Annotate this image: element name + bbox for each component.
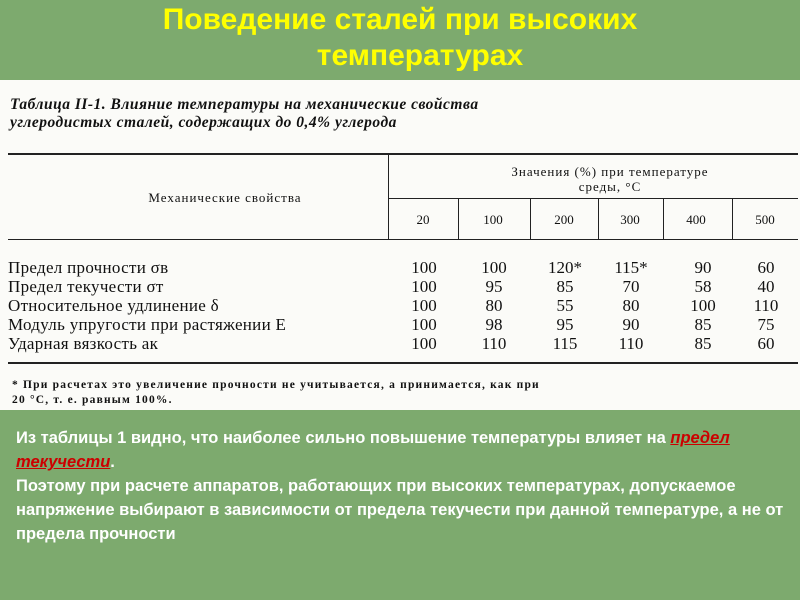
table-cell: 40 <box>757 277 775 296</box>
header-vertical-rule <box>388 155 389 239</box>
table-cell: 100 <box>481 258 507 277</box>
scanned-table-image <box>0 80 800 410</box>
temp-divider-1 <box>458 199 459 239</box>
header-bottom-rule <box>8 239 798 240</box>
header-values-line2: среды, °С <box>578 179 642 194</box>
table-bottom-rule <box>8 362 798 364</box>
row-label-impact-toughness: Ударная вязкость aк <box>8 334 159 353</box>
table-cell: 90 <box>694 258 712 277</box>
table-cell: 110 <box>753 296 779 315</box>
explanation-paragraph-2: Поэтому при расчете аппаратов, работающих при высоких температурах, допускаемое напряжение выбирают в зависимости от предела текучести при данной температуре, а не от предела прочности <box>16 477 784 543</box>
table-cell: 85 <box>694 334 712 353</box>
temp-header-400: 400 <box>686 212 706 227</box>
row-label-elongation: Относительное удлинение δ <box>8 296 219 315</box>
table-cell: 90 <box>622 315 640 334</box>
explanation-paragraph-1 <box>16 426 786 474</box>
table-cell: 115 <box>552 334 578 353</box>
yield-strength-link[interactable]: предел текучести <box>16 429 730 471</box>
table-cell: 95 <box>485 277 503 296</box>
table-cell: 98 <box>485 315 503 334</box>
temp-header-500: 500 <box>755 212 775 227</box>
table-top-rule <box>8 153 798 155</box>
table-footnote-line1: * При расчетах это увеличение прочности не учитывается, а принимается, как при <box>12 379 540 391</box>
table-cell: 80 <box>622 296 640 315</box>
table-caption-line1: Таблица II-1. Влияние температуры на механические свойства <box>10 96 479 113</box>
slide-title-line2: температурах <box>316 39 524 72</box>
table-cell: 95 <box>556 315 574 334</box>
row-label-yield-strength: Предел текучести σт <box>8 277 164 296</box>
temp-header-300: 300 <box>620 212 640 227</box>
values-header-rule <box>389 198 798 199</box>
slide-title-line1: Поведение сталей при высоких <box>162 3 638 36</box>
explanation-text-part2: . <box>110 453 115 471</box>
table-cell: 58 <box>694 277 712 296</box>
explanation-text-part1: Из таблицы 1 видно, что наиболее сильно повышение температуры влияет на <box>16 429 671 447</box>
temp-divider-4 <box>663 199 664 239</box>
table-cell: 60 <box>757 258 775 277</box>
row-label-elastic-modulus: Модуль упругости при растяжении E <box>8 315 287 334</box>
explanation-text <box>16 426 786 546</box>
table-cell: 85 <box>694 315 712 334</box>
temp-header-200: 200 <box>554 212 574 227</box>
temp-divider-3 <box>598 199 599 239</box>
table-footnote-line2: 20 °С, т. е. равным 100%. <box>12 394 173 406</box>
table-cell: 100 <box>411 277 437 296</box>
temp-divider-5 <box>732 199 733 239</box>
table-footnote <box>12 378 797 408</box>
table-cell: 100 <box>690 296 716 315</box>
table-cell: 115* <box>614 258 648 277</box>
table-cell: 55 <box>556 296 574 315</box>
table-cell: 80 <box>485 296 503 315</box>
header-values-line1: Значения (%) при температуре <box>511 164 709 179</box>
table-cell: 110 <box>618 334 644 353</box>
table-cell: 100 <box>411 296 437 315</box>
slide-title <box>0 0 800 80</box>
table-cell: 110 <box>481 334 507 353</box>
header-values <box>470 164 750 194</box>
temp-divider-2 <box>530 199 531 239</box>
table-cell: 75 <box>757 315 775 334</box>
table-caption <box>10 96 790 132</box>
temp-header-100: 100 <box>483 212 503 227</box>
table-cell: 60 <box>757 334 775 353</box>
temp-header-20: 20 <box>416 212 430 227</box>
table-cell: 70 <box>622 277 640 296</box>
table-cell: 120* <box>548 258 582 277</box>
row-label-tensile-strength: Предел прочности σв <box>8 258 169 277</box>
header-mechanical-properties: Механические свойства <box>148 190 302 205</box>
table-caption-line2: углеродистых сталей, содержащих до 0,4% углерода <box>10 114 397 131</box>
table-cell: 100 <box>411 334 437 353</box>
table-cell: 100 <box>411 315 437 334</box>
table-cell: 100 <box>411 258 437 277</box>
table-cell: 85 <box>556 277 574 296</box>
